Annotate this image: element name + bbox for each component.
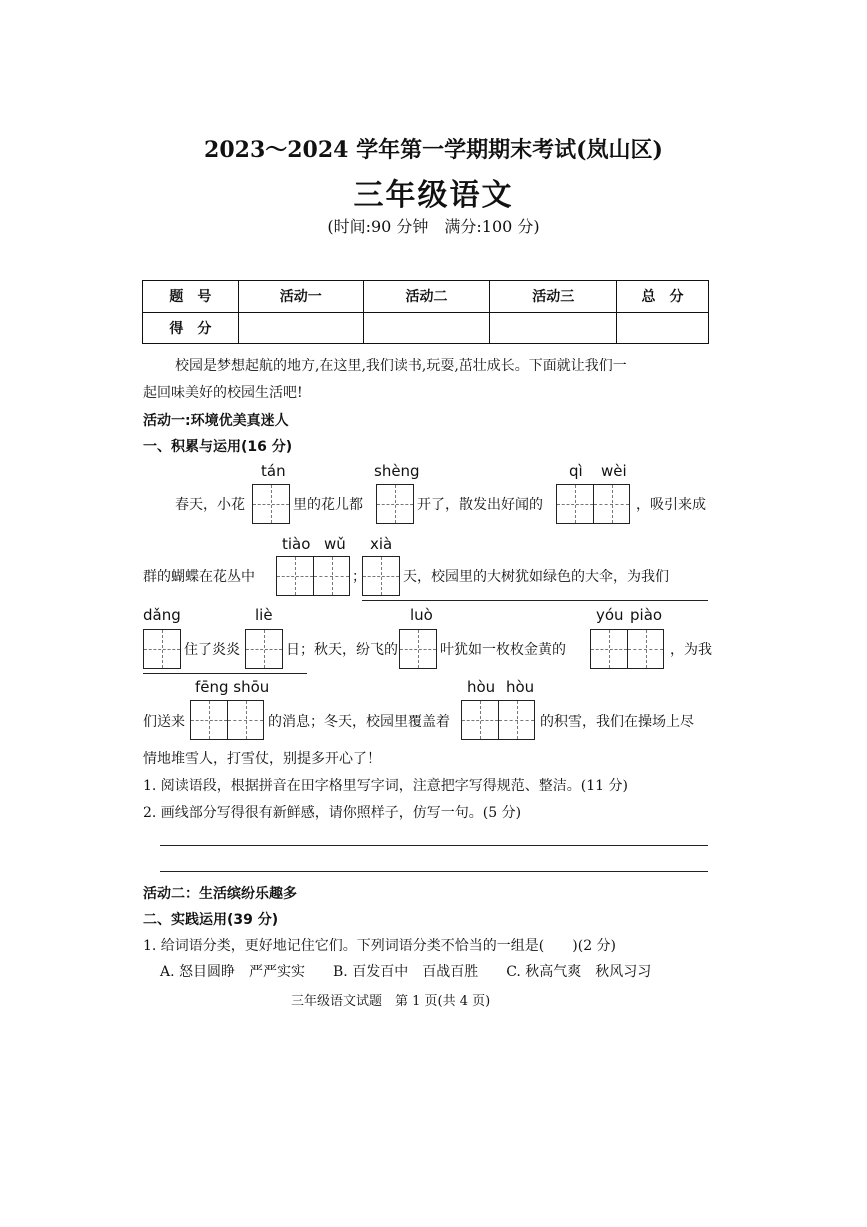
writing-grid[interactable]: [376, 484, 414, 524]
pinyin-wu: wǔ: [324, 535, 346, 553]
question-1: 1. 阅读语段，根据拼音在田字格里写字词，注意把字写得规范、整洁。(11 分): [143, 778, 628, 794]
pinyin-xia: xià: [370, 535, 393, 553]
passage-text: 叶犹如一枚枚金黄的: [440, 642, 566, 658]
score-table: [142, 280, 709, 344]
answer-line[interactable]: [160, 845, 708, 846]
pinyin-you: yóu: [596, 606, 624, 624]
writing-grid[interactable]: [252, 484, 290, 524]
writing-grid[interactable]: [276, 556, 350, 596]
page-footer: 三年级语文试题 第 1 页(共 4 页): [291, 994, 491, 1009]
writing-grid[interactable]: [556, 484, 630, 524]
passage-text: 开了，散发出好闻的: [417, 497, 543, 513]
activity2-question-1: 1. 给词语分类，更好地记住它们。下列词语分类不恰当的一组是( )(2 分): [143, 938, 617, 954]
pinyin-wei: wèi: [601, 462, 627, 480]
question-2: 2. 画线部分写得很有新鲜感，请你照样子，仿写一句。(5 分): [143, 805, 522, 821]
writing-grid[interactable]: [245, 629, 283, 669]
activity1-heading: 活动一:环境优美真迷人: [143, 413, 289, 429]
score-header-cell: 总 分: [617, 281, 709, 313]
pinyin-hou: hòu: [467, 678, 496, 696]
score-blank-cell: [238, 312, 363, 344]
score-table-score-row: [143, 312, 709, 344]
passage-text: 春天，小花: [175, 497, 245, 513]
answer-line[interactable]: [160, 871, 708, 872]
writing-grid[interactable]: [461, 700, 535, 740]
underline-mark: [362, 600, 708, 601]
pinyin-lie: liè: [255, 606, 273, 624]
pinyin-dang: dǎng: [143, 606, 181, 624]
passage-text: 情地堆雪人，打雪仗，别提多开心了！: [143, 751, 381, 767]
activity2-heading: 活动二：生活缤纷乐趣多: [143, 886, 297, 902]
score-table-header-row: [143, 281, 709, 313]
score-header-cell: 题 号: [143, 281, 239, 313]
pinyin-piao: piào: [630, 606, 663, 624]
passage-text: 日；秋天，纷飞的: [286, 642, 398, 658]
score-blank-cell: [363, 312, 490, 344]
pinyin-sheng: shèng: [374, 462, 420, 480]
pinyin-tiao: tiào: [282, 535, 311, 553]
passage-text: 里的花儿都: [293, 497, 363, 513]
underline-mark: [143, 673, 307, 674]
score-header-cell: 活动二: [363, 281, 490, 313]
passage-text: 群的蝴蝶在花丛中: [143, 569, 255, 585]
score-header-cell: 活动一: [238, 281, 363, 313]
section2-title: 二、实践运用(39 分): [143, 912, 279, 928]
pinyin-tan: tán: [261, 462, 286, 480]
passage-text: 们送来: [143, 714, 185, 730]
writing-grid[interactable]: [143, 629, 181, 669]
pinyin-qi: qì: [569, 462, 583, 480]
pinyin-hou: hòu: [506, 678, 535, 696]
writing-grid[interactable]: [399, 629, 437, 669]
writing-grid[interactable]: [190, 700, 264, 740]
passage-text: ；: [352, 569, 366, 585]
writing-grid[interactable]: [362, 556, 400, 596]
score-header-cell: 活动三: [490, 281, 617, 313]
subject-title: 三年级语文: [353, 178, 514, 213]
score-blank-cell: [490, 312, 617, 344]
passage-text: ，为我: [670, 642, 712, 658]
exam-title: 2023～2024 学年第一学期期末考试(岚山区): [204, 137, 663, 163]
score-blank-cell: [617, 312, 709, 344]
passage-text: 的消息；冬天，校园里覆盖着: [268, 714, 450, 730]
pinyin-luo: luò: [410, 606, 433, 624]
passage-text: 天，校园里的大树犹如绿色的大伞，为我们: [403, 569, 669, 585]
writing-grid[interactable]: [590, 629, 664, 669]
intro-line-1: 校园是梦想起航的地方,在这里,我们读书,玩耍,茁壮成长。下面就让我们一: [175, 358, 627, 374]
passage-text: 住了炎炎: [184, 642, 240, 658]
time-info: (时间:90 分钟 满分:100 分): [327, 217, 540, 236]
intro-line-2: 起回味美好的校园生活吧!: [143, 385, 303, 401]
score-label-cell: 得 分: [143, 312, 239, 344]
pinyin-fengshou: fēng shōu: [195, 678, 270, 696]
passage-text: ，吸引来成: [636, 497, 706, 513]
activity2-options: A. 怒目圆睁 严严实实 B. 百发百中 百战百胜 C. 秋高气爽 秋风习习: [160, 964, 652, 980]
section1-title: 一、积累与运用(16 分): [143, 439, 293, 455]
passage-text: 的积雪，我们在操场上尽: [540, 714, 694, 730]
